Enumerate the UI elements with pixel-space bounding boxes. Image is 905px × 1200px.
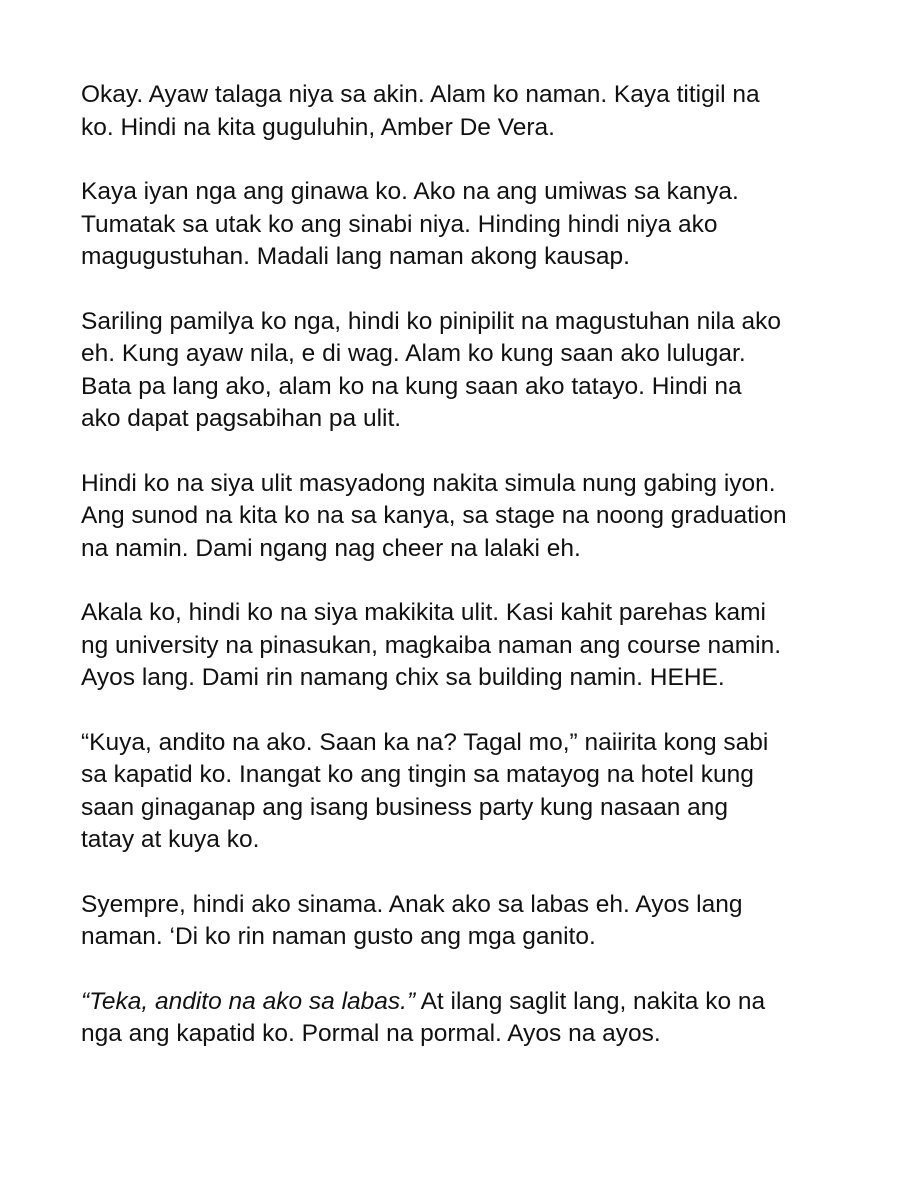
paragraph-2 bbox=[81, 176, 871, 274]
text-line: naman. ‘Di ko rin naman gusto ang mga ganito. bbox=[81, 923, 596, 950]
text-line: ako dapat pagsabihan pa ulit. bbox=[81, 405, 402, 432]
text-line: tatay at kuya ko. bbox=[81, 826, 260, 853]
text-line: Akala ko, hindi ko na siya makikita ulit. Kasi kahit parehas kami bbox=[81, 599, 766, 626]
paragraph-1 bbox=[81, 79, 871, 144]
text-line: nga ang kapatid ko. Pormal na pormal. Ayos na ayos. bbox=[81, 1020, 661, 1047]
text-line: magugustuhan. Madali lang naman akong kausap. bbox=[81, 243, 630, 270]
paragraph-7 bbox=[81, 889, 871, 954]
text-fragment: At ilang saglit lang, nakita ko na bbox=[415, 987, 766, 1015]
text-line bbox=[81, 986, 871, 1019]
document-page bbox=[81, 79, 871, 1083]
text-line: Ang sunod na kita ko na sa kanya, sa stage na noong graduation bbox=[81, 502, 787, 529]
text-line: “Kuya, andito na ako. Saan ka na? Tagal mo,” naiirita kong sabi bbox=[81, 728, 769, 756]
text-line: Hindi ko na siya ulit masyadong nakita simula nung gabing iyon. bbox=[81, 469, 776, 497]
text-line: Tumatak sa utak ko ang sinabi niya. Hinding hindi niya ako bbox=[81, 210, 718, 238]
text-line: ko. Hindi na kita guguluhin, Amber De Vera. bbox=[81, 113, 555, 141]
text-line: eh. Kung ayaw nila, e di wag. Alam ko kung saan ako lulugar. bbox=[81, 340, 746, 367]
text-line: na namin. Dami ngang nag cheer na lalaki eh. bbox=[81, 534, 581, 562]
paragraph-4 bbox=[81, 468, 871, 566]
text-line: ng university na pinasukan, magkaiba naman ang course namin. bbox=[81, 631, 782, 659]
text-line: Syempre, hindi ako sinama. Anak ako sa labas eh. Ayos lang bbox=[81, 890, 743, 918]
paragraph-5 bbox=[81, 597, 871, 695]
text-line: Kaya iyan nga ang ginawa ko. Ako na ang umiwas sa kanya. bbox=[81, 178, 739, 205]
paragraph-3 bbox=[81, 306, 871, 436]
text-line: saan ginaganap ang isang business party kung nasaan ang bbox=[81, 793, 729, 821]
text-line: Ayos lang. Dami rin namang chix sa building namin. HEHE. bbox=[81, 664, 725, 691]
text-line: Okay. Ayaw talaga niya sa akin. Alam ko naman. Kaya titigil na bbox=[81, 81, 760, 108]
text-line: Sariling pamilya ko nga, hindi ko pinipilit na magustuhan nila ako bbox=[81, 307, 782, 335]
paragraph-6 bbox=[81, 727, 871, 857]
text-line: sa kapatid ko. Inangat ko ang tingin sa matayog na hotel kung bbox=[81, 761, 754, 788]
paragraph-8 bbox=[81, 986, 871, 1051]
italic-quote: “Teka, andito na ako sa labas.” bbox=[81, 987, 416, 1015]
text-line: Bata pa lang ako, alam ko na kung saan ako tatayo. Hindi na bbox=[81, 372, 742, 400]
